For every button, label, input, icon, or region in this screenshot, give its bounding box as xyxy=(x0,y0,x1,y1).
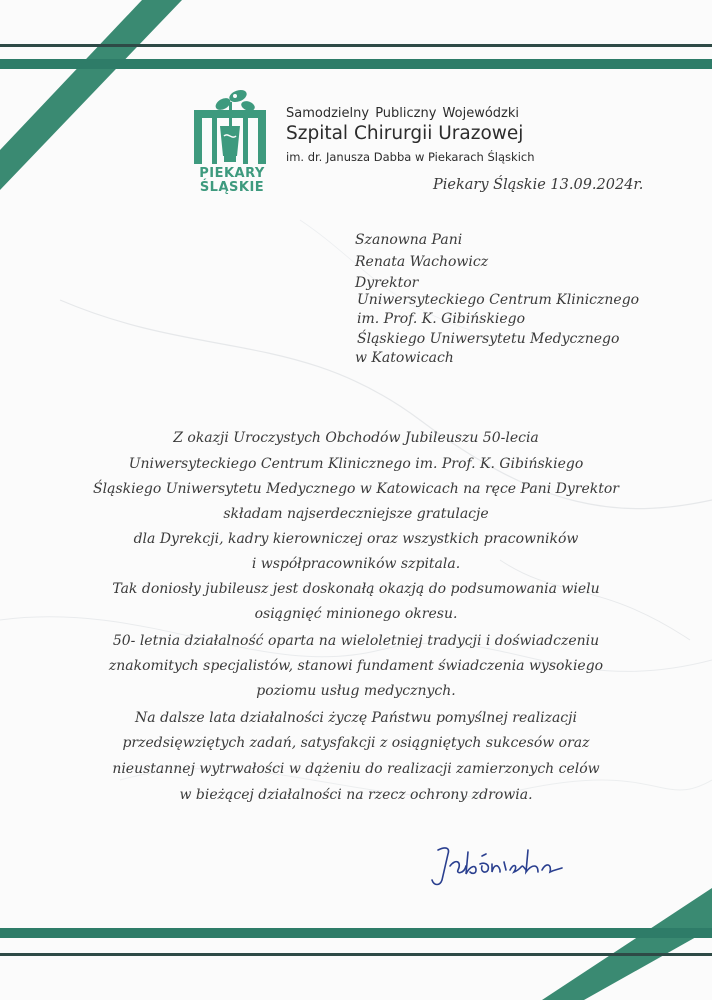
body-line: w bieżącej działalności na rzecz ochrony zdrowia. xyxy=(179,787,533,803)
body-line: Uniwersyteckiego Centrum Klinicznego im. Prof. K. Gibińskiego xyxy=(128,456,584,472)
addressee-line: Śląskiego Uniwersytetu Medycznego xyxy=(357,331,620,347)
top-left-corner-decoration xyxy=(0,0,200,200)
handwritten-signature xyxy=(428,840,578,890)
body-line: osiągnięć minionego okresu. xyxy=(254,606,458,622)
body-line: znakomitych specjalistów, stanowi fundament świadczenia wysokiego xyxy=(108,658,604,674)
body-line: składam najserdeczniejsze gratulacje xyxy=(223,506,489,522)
letter-date: Piekary Śląskie 13.09.2024r. xyxy=(433,177,644,193)
hospital-name-line1: Samodzielny Publiczny Wojewódzki xyxy=(286,106,520,121)
body-line: Tak doniosły jubileusz jest doskonałą okazją do podsumowania wielu xyxy=(112,581,600,597)
body-line: poziomu usług medycznych. xyxy=(256,683,456,699)
body-line: 50- letnia działalność oparta na wieloletniej tradycji i doświadczeniu xyxy=(112,633,600,649)
body-line: i współpracowników szpitala. xyxy=(251,556,461,572)
logo-text-line1: PIEKARY xyxy=(199,166,265,181)
addressee-line: Uniwersyteckiego Centrum Klinicznego xyxy=(357,292,640,308)
addressee-line: w Katowicach xyxy=(355,350,454,366)
hospital-name-line3: im. dr. Janusza Dabba w Piekarach Śląskich xyxy=(286,150,535,164)
hospital-name-line2: Szpital Chirurgii Urazowej xyxy=(286,123,524,144)
addressee-line: Szanowna Pani xyxy=(355,232,463,248)
addressee-line: Renata Wachowicz xyxy=(355,254,489,270)
addressee-line: Dyrektor xyxy=(355,275,419,291)
body-line: Z okazji Uroczystych Obchodów Jubileuszu 50-lecia xyxy=(173,430,539,446)
body-line: Na dalsze lata działalności życzę Państwu pomyślnej realizacji xyxy=(135,710,577,726)
addressee-line: im. Prof. K. Gibińskiego xyxy=(357,311,526,327)
body-line: przedsięwziętych zadań, satysfakcji z osiągniętych sukcesów oraz xyxy=(122,735,590,751)
bottom-right-corner-decoration xyxy=(512,800,712,1000)
body-line: Śląskiego Uniwersytetu Medycznego w Katowicach na ręce Pani Dyrektor xyxy=(93,481,619,497)
logo-text-line2: ŚLĄSKIE xyxy=(199,180,265,195)
body-line: nieustannej wytrwałości w dążeniu do realizacji zamierzonych celów xyxy=(112,761,600,777)
bottom-thin-stripe xyxy=(0,953,712,956)
body-line: dla Dyrekcji, kadry kierowniczej oraz wszystkich pracowników xyxy=(133,531,579,547)
top-thick-stripe xyxy=(0,59,712,69)
top-thin-stripe xyxy=(0,44,712,47)
bottom-thick-stripe xyxy=(0,928,712,938)
